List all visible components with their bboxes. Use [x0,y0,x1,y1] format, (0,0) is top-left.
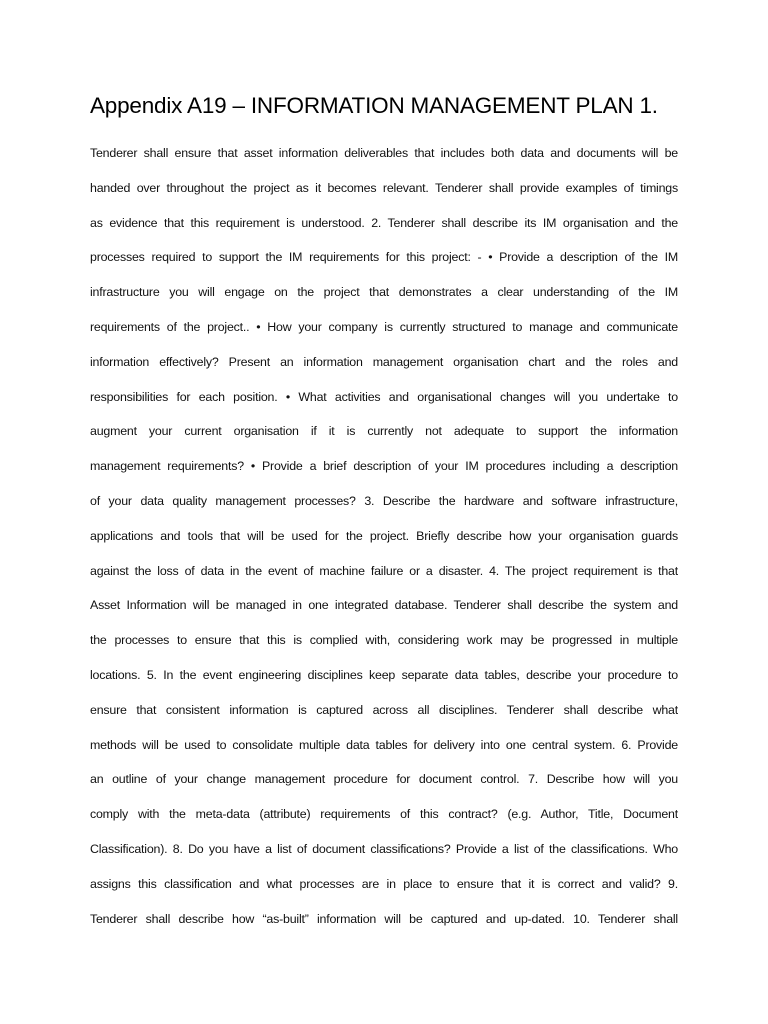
page-title: Appendix A19 – INFORMATION MANAGEMENT PLAN 1. [90,93,658,118]
body-paragraph [90,136,678,936]
text-line: as evidence that this requirement is understood. 2. Tenderer shall describe its IM organisation and the [90,215,678,230]
text-line: methods will be used to consolidate multiple data tables for delivery into one central system. 6. Provide [90,737,678,752]
text-line: of your data quality management processes? 3. Describe the hardware and software infrastructure, [90,493,678,508]
text-line: applications and tools that will be used for the project. Briefly describe how your organisation guards [90,528,678,543]
text-line: information effectively? Present an information management organisation chart and the roles and [90,354,678,369]
text-line: Asset Information will be managed in one integrated database. Tenderer shall describe the system and [90,598,678,613]
text-line: responsibilities for each position. • What activities and organisational changes will you undertake to [90,389,678,404]
text-line: Tenderer shall ensure that asset information deliverables that includes both data and documents will be [90,146,678,160]
text-line: handed over throughout the project as it becomes relevant. Tenderer shall provide examples of timings [90,180,678,195]
text-line: Tenderer shall describe how “as-built” information will be captured and up-dated. 10. Tenderer shall [90,911,678,926]
text-line: Classification). 8. Do you have a list of document classifications? Provide a list of the classifications. Who [90,841,678,856]
text-line: against the loss of data in the event of machine failure or a disaster. 4. The project requirement is that [90,563,678,578]
text-line: infrastructure you will engage on the project that demonstrates a clear understanding of the IM [90,285,678,300]
text-line: locations. 5. In the event engineering disciplines keep separate data tables, describe your procedure to [90,667,678,682]
text-line: comply with the meta-data (attribute) requirements of this contract? (e.g. Author, Title, Document [90,807,678,822]
text-line: an outline of your change management procedure for document control. 7. Describe how will you [90,772,678,787]
text-line: requirements of the project.. • How your company is currently structured to manage and communicate [90,319,678,334]
text-line: assigns this classification and what processes are in place to ensure that it is correct and valid? 9. [90,876,678,891]
text-line: ensure that consistent information is captured across all disciplines. Tenderer shall describe what [90,702,678,717]
text-line: augment your current organisation if it is currently not adequate to support the information [90,424,678,439]
text-line: the processes to ensure that this is complied with, considering work may be progressed in multiple [90,633,678,648]
text-line: processes required to support the IM requirements for this project: - • Provide a description of the IM [90,250,678,265]
text-line: management requirements? • Provide a brief description of your IM procedures including a description [90,459,678,474]
